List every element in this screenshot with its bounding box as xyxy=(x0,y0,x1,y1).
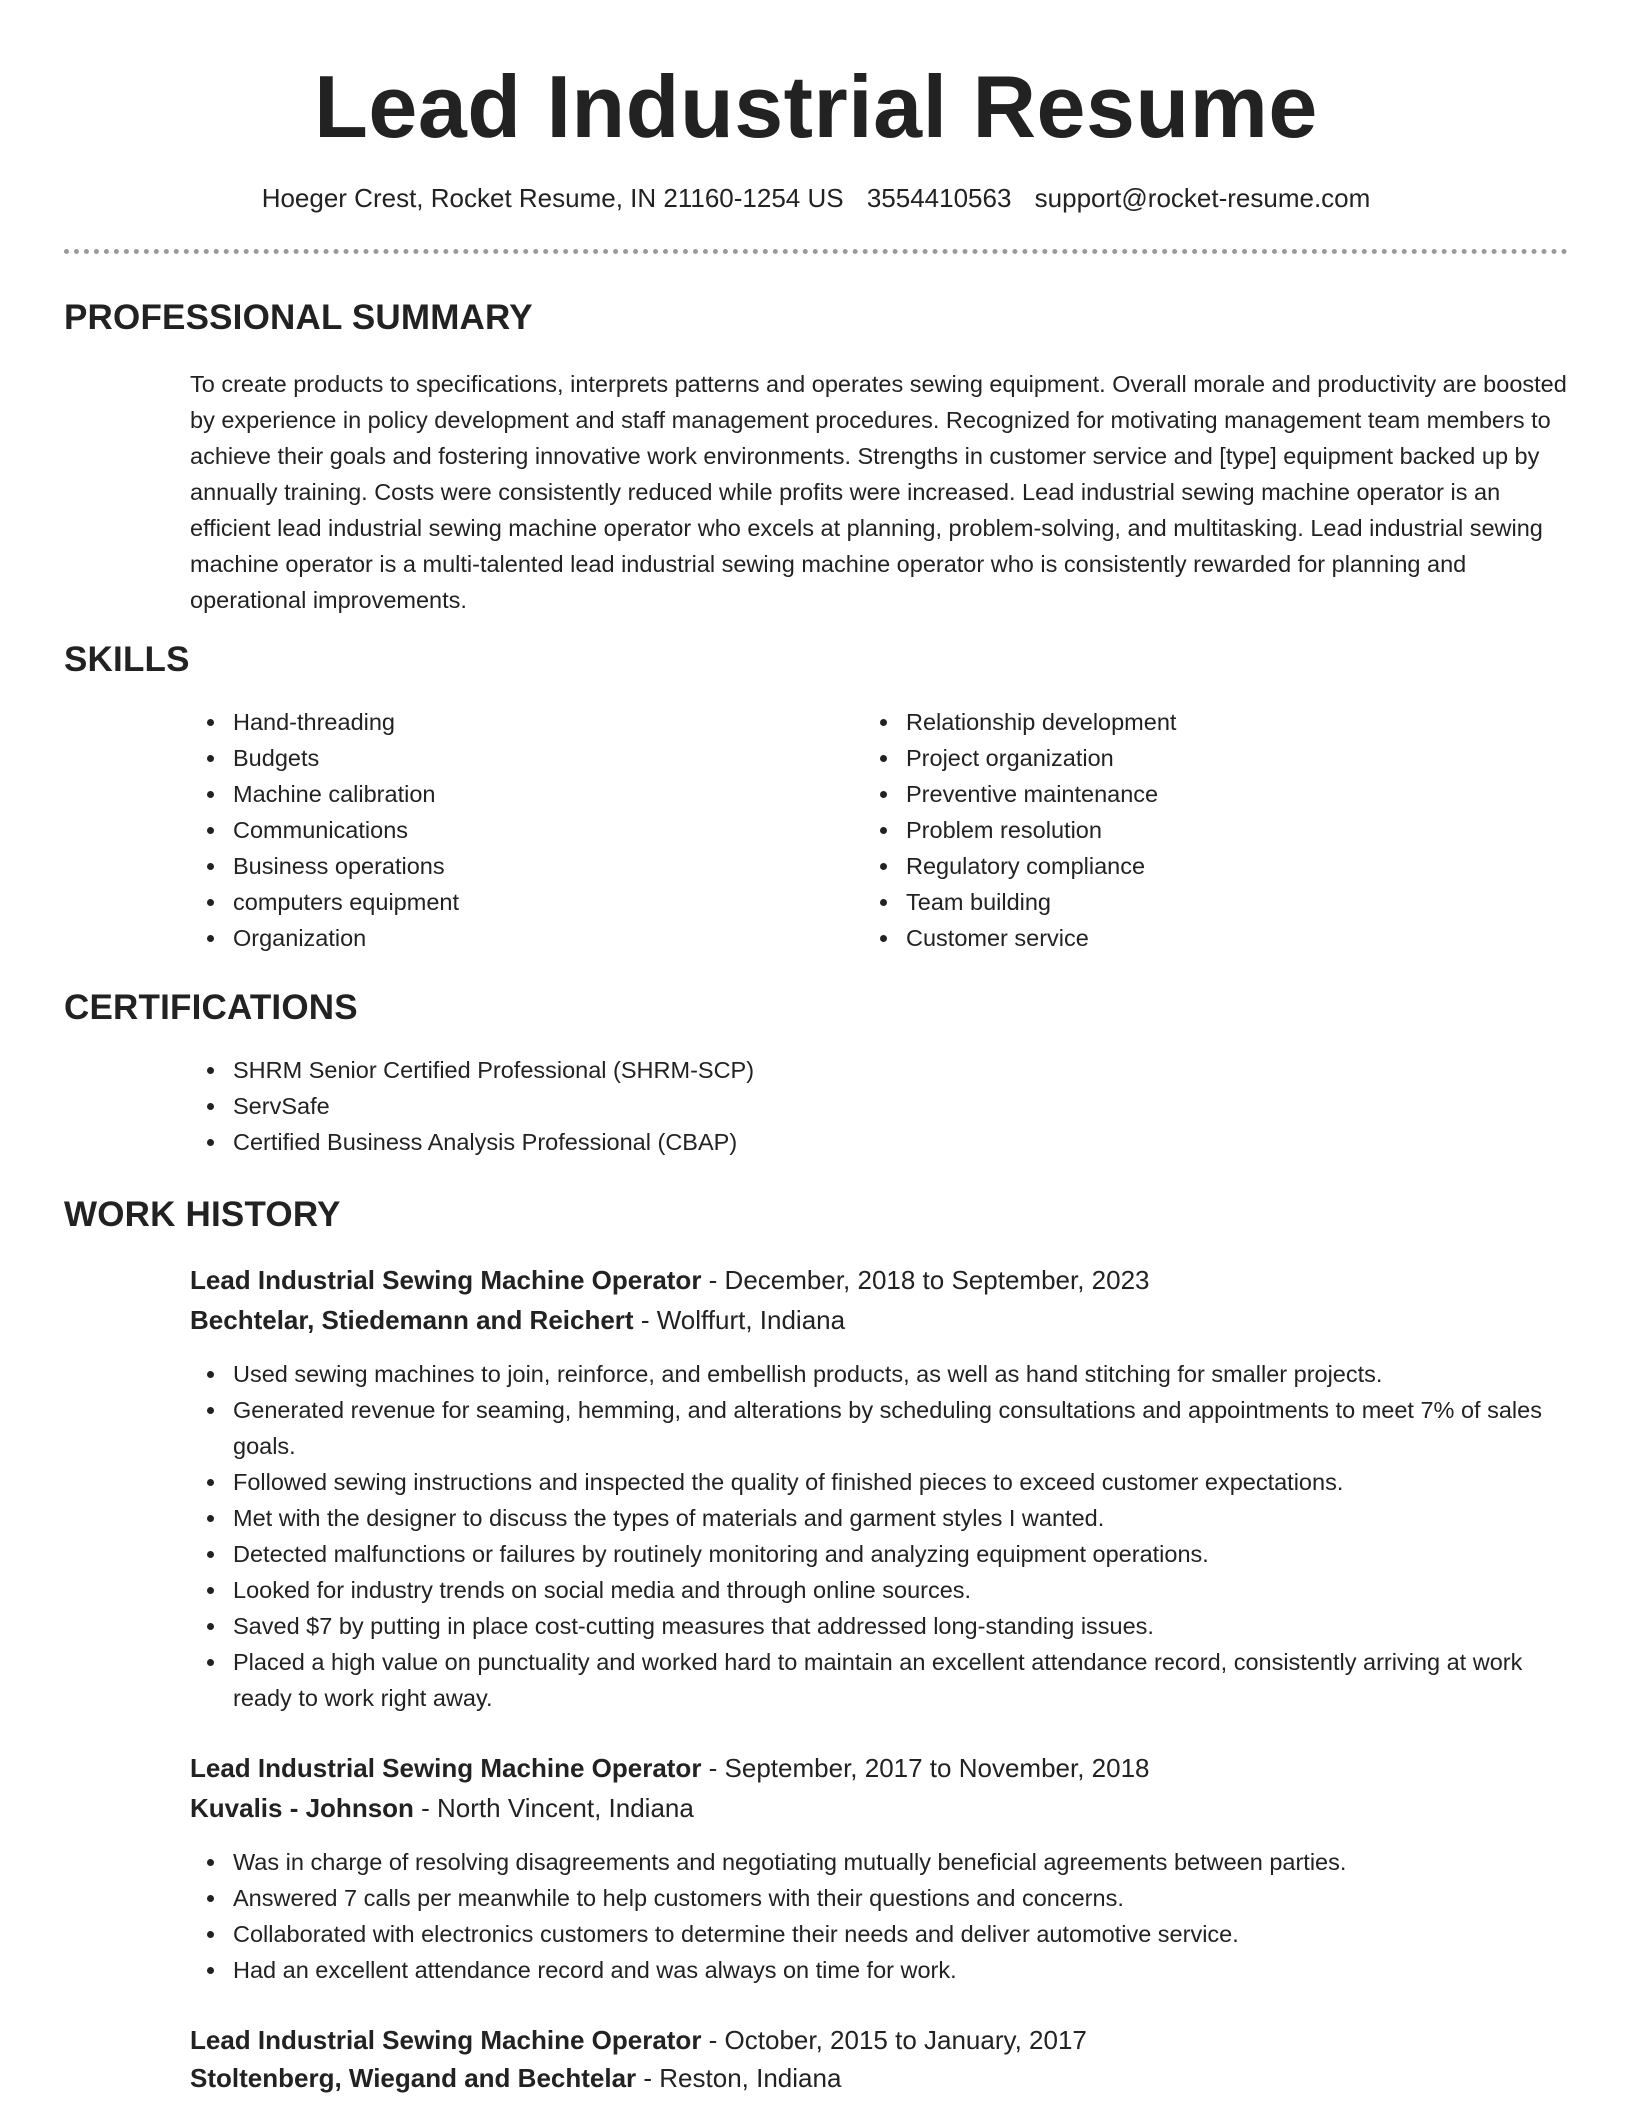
skills-list-left xyxy=(190,704,830,956)
contact-line xyxy=(0,180,1632,216)
skill-item: Customer service xyxy=(863,920,1503,956)
skill-item: Organization xyxy=(190,920,830,956)
certification-item: ServSafe xyxy=(190,1088,1490,1124)
skill-item: Regulatory compliance xyxy=(863,848,1503,884)
skills-list-right xyxy=(863,704,1503,956)
job-company: Stoltenberg, Wiegand and Bechtelar xyxy=(190,2063,637,2093)
job-title-line xyxy=(190,2022,1087,2058)
job-bullets xyxy=(190,1844,1575,1988)
job-title: Lead Industrial Sewing Machine Operator xyxy=(190,1265,702,1295)
skill-item: Machine calibration xyxy=(190,776,830,812)
job-bullet: Detected malfunctions or failures by routinely monitoring and analyzing equipment operations. xyxy=(190,1536,1575,1572)
skill-item: computers equipment xyxy=(190,884,830,920)
work-history-heading: WORK HISTORY xyxy=(64,1195,341,1234)
certifications-list xyxy=(190,1052,1490,1160)
job-bullet: Followed sewing instructions and inspected the quality of finished pieces to exceed customer expectations. xyxy=(190,1464,1575,1500)
job-location: - Wolffurt, Indiana xyxy=(633,1305,846,1335)
skill-item: Project organization xyxy=(863,740,1503,776)
job-bullet: Looked for industry trends on social media and through online sources. xyxy=(190,1572,1575,1608)
resume-title: Lead Industrial Resume xyxy=(314,57,1318,156)
contact-email: support@rocket-resume.com xyxy=(1034,183,1371,213)
skills-heading: SKILLS xyxy=(64,640,190,679)
job-bullet: Generated revenue for seaming, hemming, and alterations by scheduling consultations and appointments to meet 7% of sales goals. xyxy=(190,1392,1575,1464)
job-bullet: Answered 7 calls per meanwhile to help customers with their questions and concerns. xyxy=(190,1880,1575,1916)
summary-text: To create products to specifications, interprets patterns and operates sewing equipment. Overall morale and productivity are boosted by experience in policy development and staff management procedures. Recognized for motivating management team members to achieve their goals and fostering innovative work environments. Strengths in customer service and [type] equipment backed up by annually training. Costs were consistently reduced while profits were increased. Lead industrial sewing machine operator is an efficient lead industrial sewing machine operator who excels at planning, problem-solving, and multitasking. Lead industrial sewing machine operator is a multi-talented lead industrial sewing machine operator who is consistently rewarded for planning and operational improvements. xyxy=(190,371,1567,613)
job-title-line xyxy=(190,1750,1150,1786)
skill-item: Business operations xyxy=(190,848,830,884)
job-bullet: Placed a high value on punctuality and worked hard to maintain an excellent attendance record, consistently arriving at work ready to work right away. xyxy=(190,1644,1575,1716)
header-divider xyxy=(64,249,1568,254)
job-location: - Reston, Indiana xyxy=(636,2063,842,2093)
job-title-line xyxy=(190,1262,1150,1298)
job-company-line xyxy=(190,1302,845,1338)
job-company-line xyxy=(190,2060,841,2096)
skill-item: Hand-threading xyxy=(190,704,830,740)
contact-address: Hoeger Crest, Rocket Resume, IN 21160-1254 US xyxy=(261,183,844,213)
job-company-line xyxy=(190,1790,694,1826)
skill-item: Preventive maintenance xyxy=(863,776,1503,812)
job-bullet: Met with the designer to discuss the types of materials and garment styles I wanted. xyxy=(190,1500,1575,1536)
job-company: Bechtelar, Stiedemann and Reichert xyxy=(190,1305,634,1335)
job-title: Lead Industrial Sewing Machine Operator xyxy=(190,2025,702,2055)
job-location: - North Vincent, Indiana xyxy=(413,1793,694,1823)
certification-item: SHRM Senior Certified Professional (SHRM-SCP) xyxy=(190,1052,1490,1088)
job-dates: - December, 2018 to September, 2023 xyxy=(701,1265,1150,1295)
job-bullet: Collaborated with electronics customers to determine their needs and deliver automotive service. xyxy=(190,1916,1575,1952)
job-company: Kuvalis - Johnson xyxy=(190,1793,414,1823)
certification-item: Certified Business Analysis Professional (CBAP) xyxy=(190,1124,1490,1160)
skill-item: Communications xyxy=(190,812,830,848)
job-bullet: Used sewing machines to join, reinforce, and embellish products, as well as hand stitching for smaller projects. xyxy=(190,1356,1575,1392)
job-dates: - September, 2017 to November, 2018 xyxy=(701,1753,1150,1783)
contact-phone: 3554410563 xyxy=(866,183,1012,213)
summary-heading: PROFESSIONAL SUMMARY xyxy=(64,298,533,337)
skill-item: Problem resolution xyxy=(863,812,1503,848)
job-bullets xyxy=(190,1356,1575,1716)
skill-item: Team building xyxy=(863,884,1503,920)
job-dates: - October, 2015 to January, 2017 xyxy=(701,2025,1087,2055)
skill-item: Budgets xyxy=(190,740,830,776)
job-title: Lead Industrial Sewing Machine Operator xyxy=(190,1753,702,1783)
job-bullet: Had an excellent attendance record and was always on time for work. xyxy=(190,1952,1575,1988)
skill-item: Relationship development xyxy=(863,704,1503,740)
job-bullet: Saved $7 by putting in place cost-cutting measures that addressed long-standing issues. xyxy=(190,1608,1575,1644)
certifications-heading: CERTIFICATIONS xyxy=(64,988,358,1027)
job-bullet: Was in charge of resolving disagreements and negotiating mutually beneficial agreements between parties. xyxy=(190,1844,1575,1880)
